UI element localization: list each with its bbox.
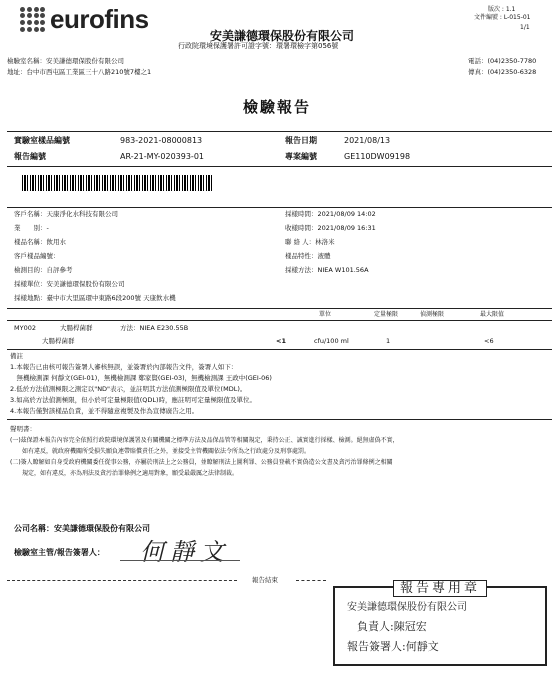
col-loq: 定量極限 (374, 311, 399, 318)
report-end: 報告結束 (252, 576, 278, 584)
declaration-line: 如有違反，就政府機關所受損失願負連帶賠償責任之外，並接受主管機關依法令所為之行政處分及刑事處罰。 (10, 448, 311, 455)
page-number: 1/1 (520, 24, 530, 31)
result-name: 大腸桿菌群 (42, 337, 75, 345)
signer-label: 檢驗室主管/報告簽署人： (14, 548, 105, 557)
note-line: 3.如高於方法偵測極限，但小於可定量極限值(QDL)時，應註明可定量極限值及單位。 (10, 396, 257, 404)
project-no-label: 專案編號 (285, 152, 317, 161)
note-line: 2.低於方法偵測極限之測定以"ND"表示，並註明其方法偵測極限值及單位(MDL)。 (10, 385, 247, 393)
sampling-location: 採樣地點：臺中市大里區環中東路6段200號 天康飲水機 (14, 294, 176, 302)
client-name: 客戶名稱：天康淨化水科技有限公司 (14, 210, 118, 218)
declaration-title: 聲明書： (10, 425, 36, 433)
stamp-signer: 報告簽署人:何靜文 (347, 640, 439, 653)
sample-property: 樣品特性：液體 (285, 252, 331, 260)
col-unit: 單位 (319, 311, 332, 318)
client-sample-no: 客戶樣品編號： (14, 252, 60, 260)
report-no: AR-21-MY-020393-01 (120, 152, 204, 161)
item-code: MY002 (14, 324, 36, 332)
test-method: 方法：NIEA E230.55B (120, 324, 189, 332)
sampling-method: 採樣方法：NIEA W101.56A (285, 266, 369, 274)
notes-title: 備註 (10, 352, 23, 360)
handwritten-signature: 何靜文 (140, 538, 230, 566)
stamp-manager: 負責人:陳冠宏 (357, 620, 427, 633)
report-date: 2021/08/13 (344, 136, 391, 145)
barcode (22, 175, 212, 191)
sampling-unit: 採樣單位：安美謙德環保股份有限公司 (14, 280, 125, 288)
brand-name: eurofins (50, 4, 149, 34)
eurofins-logo (20, 4, 149, 35)
stamp-title: 報告專用章 (335, 577, 545, 596)
result-loq: 1 (386, 337, 391, 345)
business-type: 業 別：- (14, 224, 49, 232)
result-value: <1 (276, 337, 286, 345)
company-signoff: 公司名稱：安美謙德環保股份有限公司 (14, 524, 150, 533)
note-line: 1.本報告已由核可報告簽署人審核無誤，並簽署於內部報告文件，簽署人如下： (10, 363, 238, 371)
sample-no: 983-2021-08000813 (120, 136, 203, 145)
result-max: <6 (484, 337, 494, 345)
version: 版次 : 1.1 (488, 6, 516, 13)
sampling-time: 採樣時間：2021/08/09 14:02 (285, 210, 376, 218)
note-line: 無機檢測課 何靜文(GEI-01)，無機檢測課 鄭家賢(GEI-03)，無機檢測課 王政中(GEI-06) (10, 374, 272, 382)
col-max: 最大限值 (480, 311, 505, 318)
result-unit: cfu/100 ml (314, 337, 349, 345)
logo-dots-icon (20, 7, 46, 33)
lab-address: 地址：台中市西屯區工業區三十八路210號7樓之1 (7, 68, 152, 76)
stamp-company: 安美謙德環保股份有限公司 (347, 602, 467, 613)
lab-phone: 電話：(04)2350-7780 (468, 57, 537, 65)
report-date-label: 報告日期 (285, 136, 317, 145)
doc-number: 文件編號 : L-015-01 (474, 14, 531, 21)
receive-time: 收樣時間：2021/08/09 16:31 (285, 224, 376, 232)
declaration-line: (一)茲保證本報告內容完全依照行政院環境保護署及有關機關之標準方法及品保品管等相關規定，秉持公正、誠實進行採樣、檢測。絕無虛偽不實， (10, 437, 399, 444)
sample-no-label: 實驗室樣品編號 (14, 136, 70, 145)
report-stamp (333, 581, 547, 666)
report-no-label: 報告編號 (14, 152, 46, 161)
sample-name: 樣品名稱：飲用水 (14, 238, 66, 246)
lab-name: 檢驗室名稱：安美謙德環保股份有限公司 (7, 57, 124, 65)
project-no: GE110DW09198 (344, 152, 411, 161)
test-purpose: 檢測目的：自評參考 (14, 266, 73, 274)
report-title: 檢驗報告 (243, 98, 312, 116)
company-name: 安美謙德環保股份有限公司 (210, 29, 355, 43)
declaration-line: (二)簽人瞭解如自身受政府機關委任從事公務，亦屬於刑法上之公務員，並瞭解刑法上圖利罪、公務員登載不實偽造公文書及貪污治罪條例之相關 (10, 459, 393, 466)
item-name: 大腸桿菌群 (60, 324, 93, 332)
license-number: 行政院環境保護署許可證字號：環署環檢字第056號 (178, 42, 339, 50)
col-mdl: 偵測極限 (420, 311, 445, 318)
lab-fax: 傳真：(04)2350-6328 (468, 68, 537, 76)
note-line: 4.本報告僅對該樣品負責，並不得隨意複製及作為宣傳廣告之用。 (10, 407, 199, 415)
contact-person: 聯 絡 人：林洛米 (285, 238, 335, 246)
declaration-line: 規定，如有違反，亦為刑法及貪污治罪條例之適用對象，願受最嚴厲之法律制裁。 (10, 470, 239, 477)
